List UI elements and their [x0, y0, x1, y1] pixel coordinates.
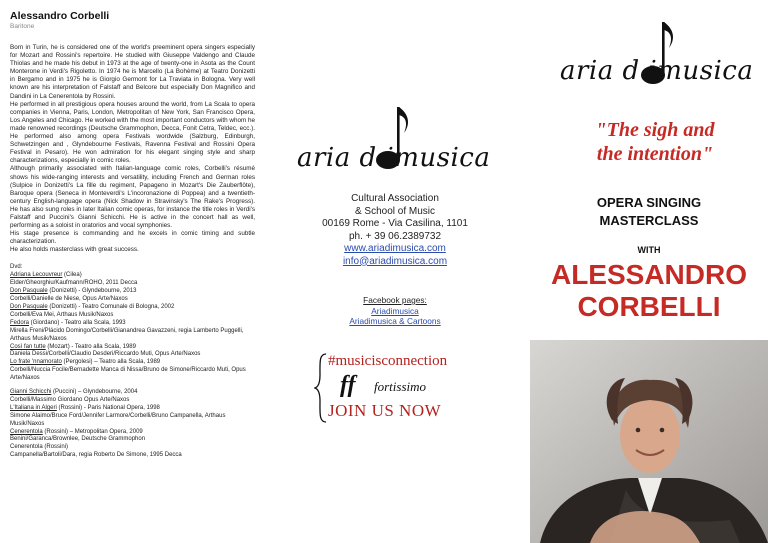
entry-details: (Rossini) - Paris National Opera, 1998	[56, 404, 160, 411]
discography-label: Dvd:	[10, 264, 23, 271]
masterclass-quote	[550, 118, 760, 166]
discography-entry	[10, 280, 255, 288]
artist-photo	[530, 340, 768, 543]
association-panel	[280, 0, 510, 543]
opera-title: Don Pasquale	[10, 288, 48, 295]
join-us-text: JOIN US NOW	[328, 401, 442, 420]
bio-paragraph: He performed in all prestigious opera houses around the world, from La Scala to opera companies in Vienna, Paris, London, Metropolitan of New York, San Francisco Opera, Los Angeles and Chicago. He worked with the most important conductors with whom he made renowned recordings (Deutsche Grammophon, Decca, Fonit Cetra, Teldec, ecc.). He performed also among opera Festivals wordwide (Salzburg, Edinburgh, Schwetzingen and , Glyndebourne Festivals, Ravenna Festival and Rossini Opera Festival in Pesaro). He won admiration for his elegant singing style and sharp characterizations, especially in comic roles.	[10, 100, 255, 165]
bio-paragraph: He also holds masterclass with great success.	[10, 246, 139, 254]
title-line: MASTERCLASS	[599, 213, 699, 228]
discography-entry	[10, 452, 255, 460]
opera-title: Gianni Schicchi	[10, 389, 52, 396]
facebook-page-link[interactable]: Ariadimusica & Cartoons	[349, 316, 441, 326]
assoc-school: & School of Music	[354, 205, 436, 217]
opera-title: Lo frate 'nnamorato	[10, 359, 62, 366]
artist-line: CORBELLI	[577, 291, 721, 322]
ff-symbol: ff	[340, 372, 356, 398]
discography-entry	[10, 444, 255, 452]
discography-entry	[10, 320, 255, 328]
facebook-block	[280, 295, 510, 327]
entry-details: Corbelli/Massimo Giordano Opus Arte/Naxos	[10, 396, 130, 403]
discography-entry	[10, 344, 255, 352]
entry-details: Daniela Dessi/Corbelli/Claudio Desderi/Riccardo Muti, Opus Arte/Naxos	[10, 351, 201, 358]
discography-entry	[10, 272, 255, 280]
opera-title: Così fan tutte	[10, 343, 46, 350]
email-link[interactable]: info@ariadimusica.com	[342, 255, 448, 267]
entry-details: (Donizetti) - Glyndebourne, 2013	[47, 288, 137, 295]
opera-title: Adriana Lecouvreur	[10, 272, 63, 279]
fortissimo-text: fortissimo	[374, 379, 427, 394]
artist-name	[530, 259, 768, 323]
opera-title: L'Italiana in Algeri	[10, 404, 57, 411]
entry-details: Corbelli/Nuccia Focile/Bernadette Manca di Nissa/Bruno de Simone/Riccardo Muti, Opus Arte/Naxos	[10, 367, 246, 382]
discography-group	[10, 272, 255, 383]
facebook-page-link[interactable]: Ariadimusica	[371, 305, 419, 316]
title-line: OPERA SINGING	[596, 195, 702, 210]
entry-details: Simone Alaimo/Bruce Ford/Jennifer Larmore/Corbelli/Bruno Campanella, Arthaus Musik/Naxos	[10, 412, 226, 427]
hashtag-text: #musicisconnection	[328, 353, 448, 369]
discography-entry	[10, 397, 255, 405]
entry-details: Mirella Freni/Plácido Domingo/Corbelli/Gianandrea Gavazzeni, regia Lamberto Puggelli, Arthaus Musik/Naxos	[10, 327, 244, 342]
entry-details: Corbelli/Eva Mei, Arthaus Musik/Naxos	[10, 311, 114, 318]
facebook-title: Facebook pages:	[363, 295, 427, 305]
portrait-image	[530, 340, 768, 543]
opera-title: Cenerentola	[10, 428, 43, 435]
entry-details: (Cilea)	[62, 272, 82, 279]
assoc-name: Cultural Association	[351, 193, 439, 204]
biography-text	[10, 44, 255, 254]
discography-entry	[10, 328, 255, 344]
entry-details: Campanella/Bartoli/Dara, regia Roberto De Simone, 1995 Decca	[10, 452, 182, 459]
discography-entry	[10, 389, 255, 397]
discography-entry	[10, 405, 255, 413]
discography-entry	[10, 367, 255, 383]
entry-details: (Donizetti) - Teatro Comunale di Bologna, 2002	[47, 303, 175, 310]
discography-entry	[10, 296, 255, 304]
entry-details: (Mozart) - Teatro alla Scala, 1989	[45, 343, 136, 350]
contact-block	[280, 193, 510, 268]
singer-role: Baritone	[10, 23, 35, 30]
masterclass-title	[530, 194, 768, 230]
entry-details: Benini/Garanca/Brownlee, Deutsche Grammophon	[10, 436, 146, 443]
artist-line: ALESSANDRO	[550, 259, 747, 290]
discography-entry	[10, 288, 255, 296]
biography-panel	[10, 10, 255, 460]
entry-details: (Pergolesi) – Teatro alla Scala, 1989	[61, 359, 161, 366]
opera-title: Fedora	[10, 319, 30, 326]
quote-line: the intention"	[596, 143, 714, 165]
quote-line: "The sigh and	[595, 119, 715, 141]
discography-entry	[10, 304, 255, 312]
singer-name: Alessandro Corbelli	[10, 10, 110, 22]
entry-details: (Puccini) – Glyndebourne, 2004	[51, 389, 138, 396]
website-link[interactable]: www.ariadimusica.com	[344, 243, 446, 254]
opera-title: Don Pasquale	[10, 303, 48, 310]
discography-entry	[10, 436, 255, 444]
assoc-phone: ph. + 39 06.2389732	[348, 230, 442, 242]
assoc-address: 00169 Rome - Via Casilina, 1101	[322, 218, 468, 229]
brace-icon	[314, 353, 328, 423]
entry-details: (Giordano) - Teatro alla Scala, 1993	[29, 319, 126, 326]
with-label: WITH	[637, 245, 661, 255]
entry-details: Corbelli/Danielle de Niese, Opus Arte/Naxos	[10, 296, 128, 303]
entry-details: Cenerentola (Rossini)	[10, 444, 69, 451]
discography-entry	[10, 413, 255, 429]
discography-entry	[10, 351, 255, 359]
bio-paragraph: His stage presence is commanding and he excels in comic timing and subtle characterization.	[10, 230, 255, 246]
ariadimusica-logo: aria d imusica	[560, 56, 754, 86]
ariadimusica-logo: aria d imusica	[297, 143, 491, 173]
bio-paragraph: Although primarily associated with Italian-language comic roles, Corbelli's résumé shows his wide-ranging interests and versatility, including French and German roles (Sulpice in Donizetti's La fille du regiment, Papageno in Mozart's Die Zauberflöte), Baroque opera (Seneca in Monteverdi's L'incoronazione di Poppea) and a twentieth-century English-language opera (Nick Shadow in Stravinsky's The Rake's Progress). He has also sung roles in later Italian comic operas, for instance the title roles in Verdi's Falstaff and Puccini's Gianni Schicchi. He is active in the concert hall as well, performing as a soloist in oratorios and vocal symphonies.	[10, 165, 255, 230]
discography-entry	[10, 429, 255, 437]
discography-entry	[10, 359, 255, 367]
entry-details: (Rossini) – Metropolitan Opera, 2009	[42, 428, 143, 435]
discography	[10, 264, 255, 460]
bio-paragraph: Born in Turin, he is considered one of the world's preeminent opera singers especially for Mozart and Rossini's repertoire. He studied with Giuseppe Valdengo and Claude Thiolas and he made his debut in 1973 at the age of twenty-one in Asota as the Count Monterone in Verdi's Rigoletto. In 1974 he is Marcello (La Bohème) at Teatro Donizetti in Bergamo and in 1975 he is Giorgio Germont for La Traviata in Bologna. Very well known are his interpretation of Falstaff and Belcore but especially Don Magnifico and Dandini in La Cenerentola by Rossini.	[10, 44, 255, 100]
discography-group	[10, 389, 255, 460]
cover-panel	[530, 0, 768, 543]
entry-details: Elder/Gheorghiu/Kaufmann/ROHO, 2011 Decca	[10, 280, 138, 287]
discography-entry	[10, 312, 255, 320]
